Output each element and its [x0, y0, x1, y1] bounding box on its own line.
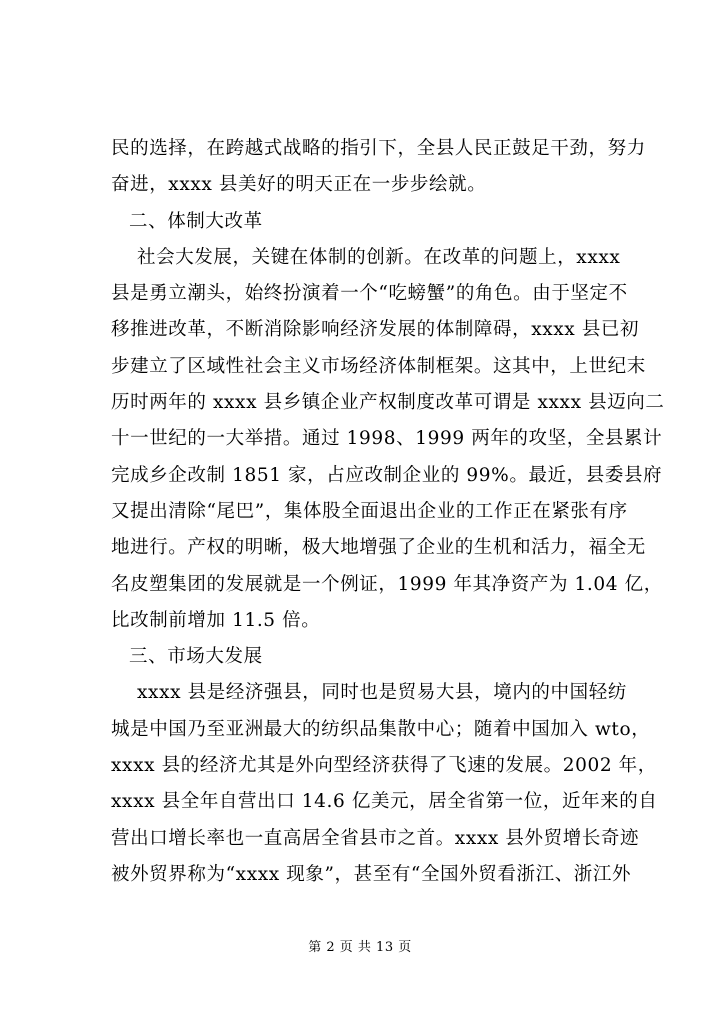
text-line: 奋进，xxxx 县美好的明天正在一步步绘就。 — [111, 174, 487, 196]
text-line: 社会大发展，关键在体制的创新。在改革的问题上，xxxx — [137, 246, 621, 268]
text-line: 完成乡企改制 1851 家，占应改制企业的 99%。最近，县委县府 — [111, 464, 663, 486]
section-heading-3: 三、市场大发展 — [129, 646, 263, 668]
paragraph-2 — [111, 240, 665, 639]
text-line: 地进行。产权的明晰，极大地增强了企业的生机和活力，福全无 — [111, 537, 646, 559]
text-line: xxxx 县全年自营出口 14.6 亿美元，居全省第一位，近年来的自 — [111, 791, 658, 813]
document-body — [111, 131, 665, 893]
paragraph-3 — [111, 675, 658, 893]
text-line: 县是勇立潮头，始终扮演着一个“吃螃蟹”的角色。由于坚定不 — [111, 283, 628, 305]
text-line: 民的选择，在跨越式战略的指引下，全县人民正鼓足干劲，努力 — [111, 138, 646, 159]
text-line: 又提出清除“尾巴”，集体股全面退出企业的工作正在紧张有序 — [111, 500, 628, 522]
text-line: 移推进改革，不断消除影响经济发展的体制障碍，xxxx 县已初 — [111, 319, 640, 341]
page-number-footer: 第 2 页 共 13 页 — [308, 940, 412, 955]
text-line: 营出口增长率也一直高居全省县市之首。xxxx 县外贸增长奇迹 — [111, 827, 640, 849]
text-line: 历时两年的 xxxx 县乡镇企业产权制度改革可谓是 xxxx 县迈向二 — [111, 392, 665, 414]
text-line: 城是中国乃至亚洲最大的纺织品集散中心；随着中国加入 wto， — [111, 718, 651, 740]
text-line: xxxx 县是经济强县，同时也是贸易大县，境内的中国轻纺 — [137, 682, 627, 704]
text-line: 比改制前增加 11.5 倍。 — [111, 609, 321, 631]
text-line: 步建立了区域性社会主义市场经济体制框架。这其中，上世纪末 — [111, 355, 646, 377]
text-line: 十一世纪的一大举措。通过 1998、1999 两年的攻坚，全县累计 — [111, 428, 663, 450]
text-line: xxxx 县的经济尤其是外向型经济获得了飞速的发展。2002 年， — [111, 755, 657, 777]
text-line: 被外贸界称为“xxxx 现象”，甚至有“全国外贸看浙江、浙江外 — [111, 863, 632, 885]
paragraph-1 — [111, 131, 646, 204]
section-heading-2: 二、体制大改革 — [129, 210, 263, 232]
text-line: 名皮塑集团的发展就是一个例证，1999 年其净资产为 1.04 亿， — [111, 573, 663, 595]
